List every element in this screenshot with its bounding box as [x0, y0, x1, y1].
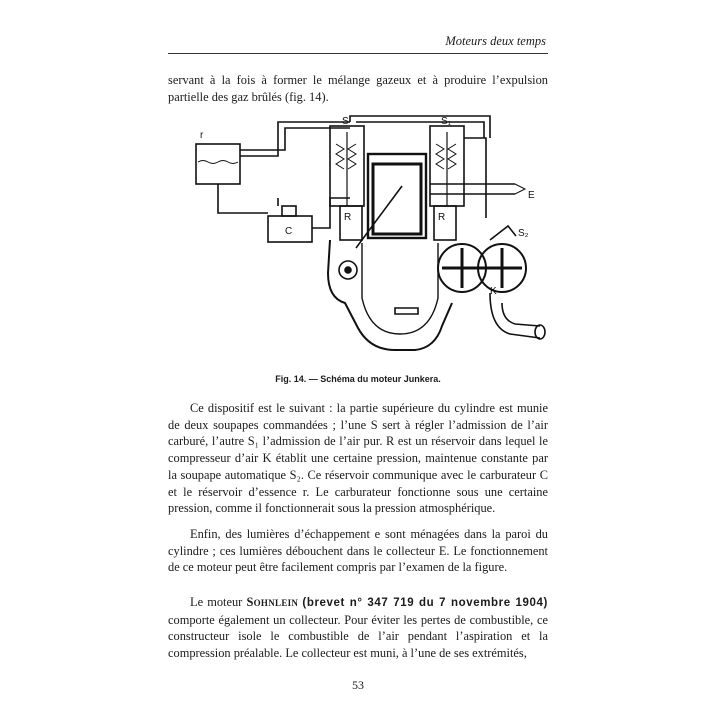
- label-s: S: [342, 116, 349, 127]
- label-c: C: [285, 226, 293, 237]
- fuel-reservoir: [196, 144, 240, 184]
- engine-name-sohnlein: Sohnlein: [246, 595, 299, 609]
- compressor-blades-left: [442, 248, 482, 288]
- intro-paragraph: servant à la fois à former le mélange gazeux et à produire l’expulsion partielle des gaz brûlés (fig. 14).: [168, 73, 548, 104]
- label-r-left: R: [344, 212, 352, 223]
- engine-schematic: [190, 98, 550, 363]
- paragraph-lumieres: Enfin, des lumières d’échappement e sont ménagées dans la paroi du cylindre ; ces lumières débouchent dans le collecteur E. Le fonctionnement de ce moteur peut être facilement compris par l’examen de la figure.: [168, 527, 548, 575]
- label-r: r: [200, 130, 204, 141]
- valve-spring-s: [336, 144, 356, 169]
- compressor-outlet-pipe-inner: [502, 303, 540, 326]
- p3-prefix: Le moteur: [190, 595, 247, 609]
- patent-reference: (brevet n° 347 719 du 7 novembre 1904): [302, 597, 548, 609]
- crankcase-inner: [362, 243, 438, 334]
- fuel-level: [198, 161, 238, 164]
- label-s1: S₁: [441, 116, 452, 127]
- label-k: K: [490, 286, 497, 297]
- automatic-valve-s2: [490, 226, 516, 240]
- compressor-blades-right: [482, 248, 522, 288]
- exhaust-collector: [430, 184, 515, 194]
- header-rule: [168, 53, 548, 54]
- right-air-pipe: [464, 138, 486, 218]
- p3-suffix: comporte également un collecteur. Pour éviter les pertes de combustible, ce constructeur isole le combustible de l’air pendant l’aspiration et la compression préalable. Le collecteur est muni, à l’une de ses extrémités,: [168, 612, 548, 661]
- label-e: E: [528, 190, 535, 201]
- crank-pin-center: [345, 267, 351, 273]
- label-r-right: R: [438, 212, 446, 223]
- fuel-pipe-to-carburetor: [218, 184, 268, 213]
- label-s2: S₂: [518, 228, 529, 239]
- carburetor-cap: [282, 206, 296, 216]
- figure-junkera-engine-diagram: [190, 98, 550, 363]
- figure-caption: Fig. 14. — Schéma du moteur Junkera.: [275, 374, 441, 384]
- valve-spring-s1: [436, 144, 456, 169]
- fuel-pipe-top: [240, 128, 350, 150]
- running-header: Moteurs deux temps: [445, 34, 546, 48]
- cylinder: [368, 154, 426, 238]
- piston: [373, 164, 421, 234]
- pipe-end: [535, 325, 545, 339]
- exhaust-outlet: [515, 184, 525, 194]
- crankshaft-bearing: [395, 308, 418, 314]
- paragraph-sohnlein: [168, 594, 548, 662]
- paragraph-dispositif: Ce dispositif est le suivant : la partie supérieure du cylindre est munie de deux soupapes commandées ; l’une S sert à régler l’admission de l’air carburé, l’autre S₁ l’admission de l’air pur. R est un réservoir dans lequel le compresseur d’air K établit une certaine pression, maintenue constante par la soupape automatique S₂. Ce réservoir communique avec le carburateur C et le réservoir d’essence r. Le carburateur fonctionne sous une certaine pression, comme il fonctionnerait sous la pression atmosphérique.: [168, 401, 548, 516]
- page-number: 53: [352, 678, 364, 692]
- compressor-outlet-pipe: [490, 293, 540, 338]
- top-manifold: [350, 116, 490, 138]
- fuel-pipe-top-inner: [240, 122, 350, 156]
